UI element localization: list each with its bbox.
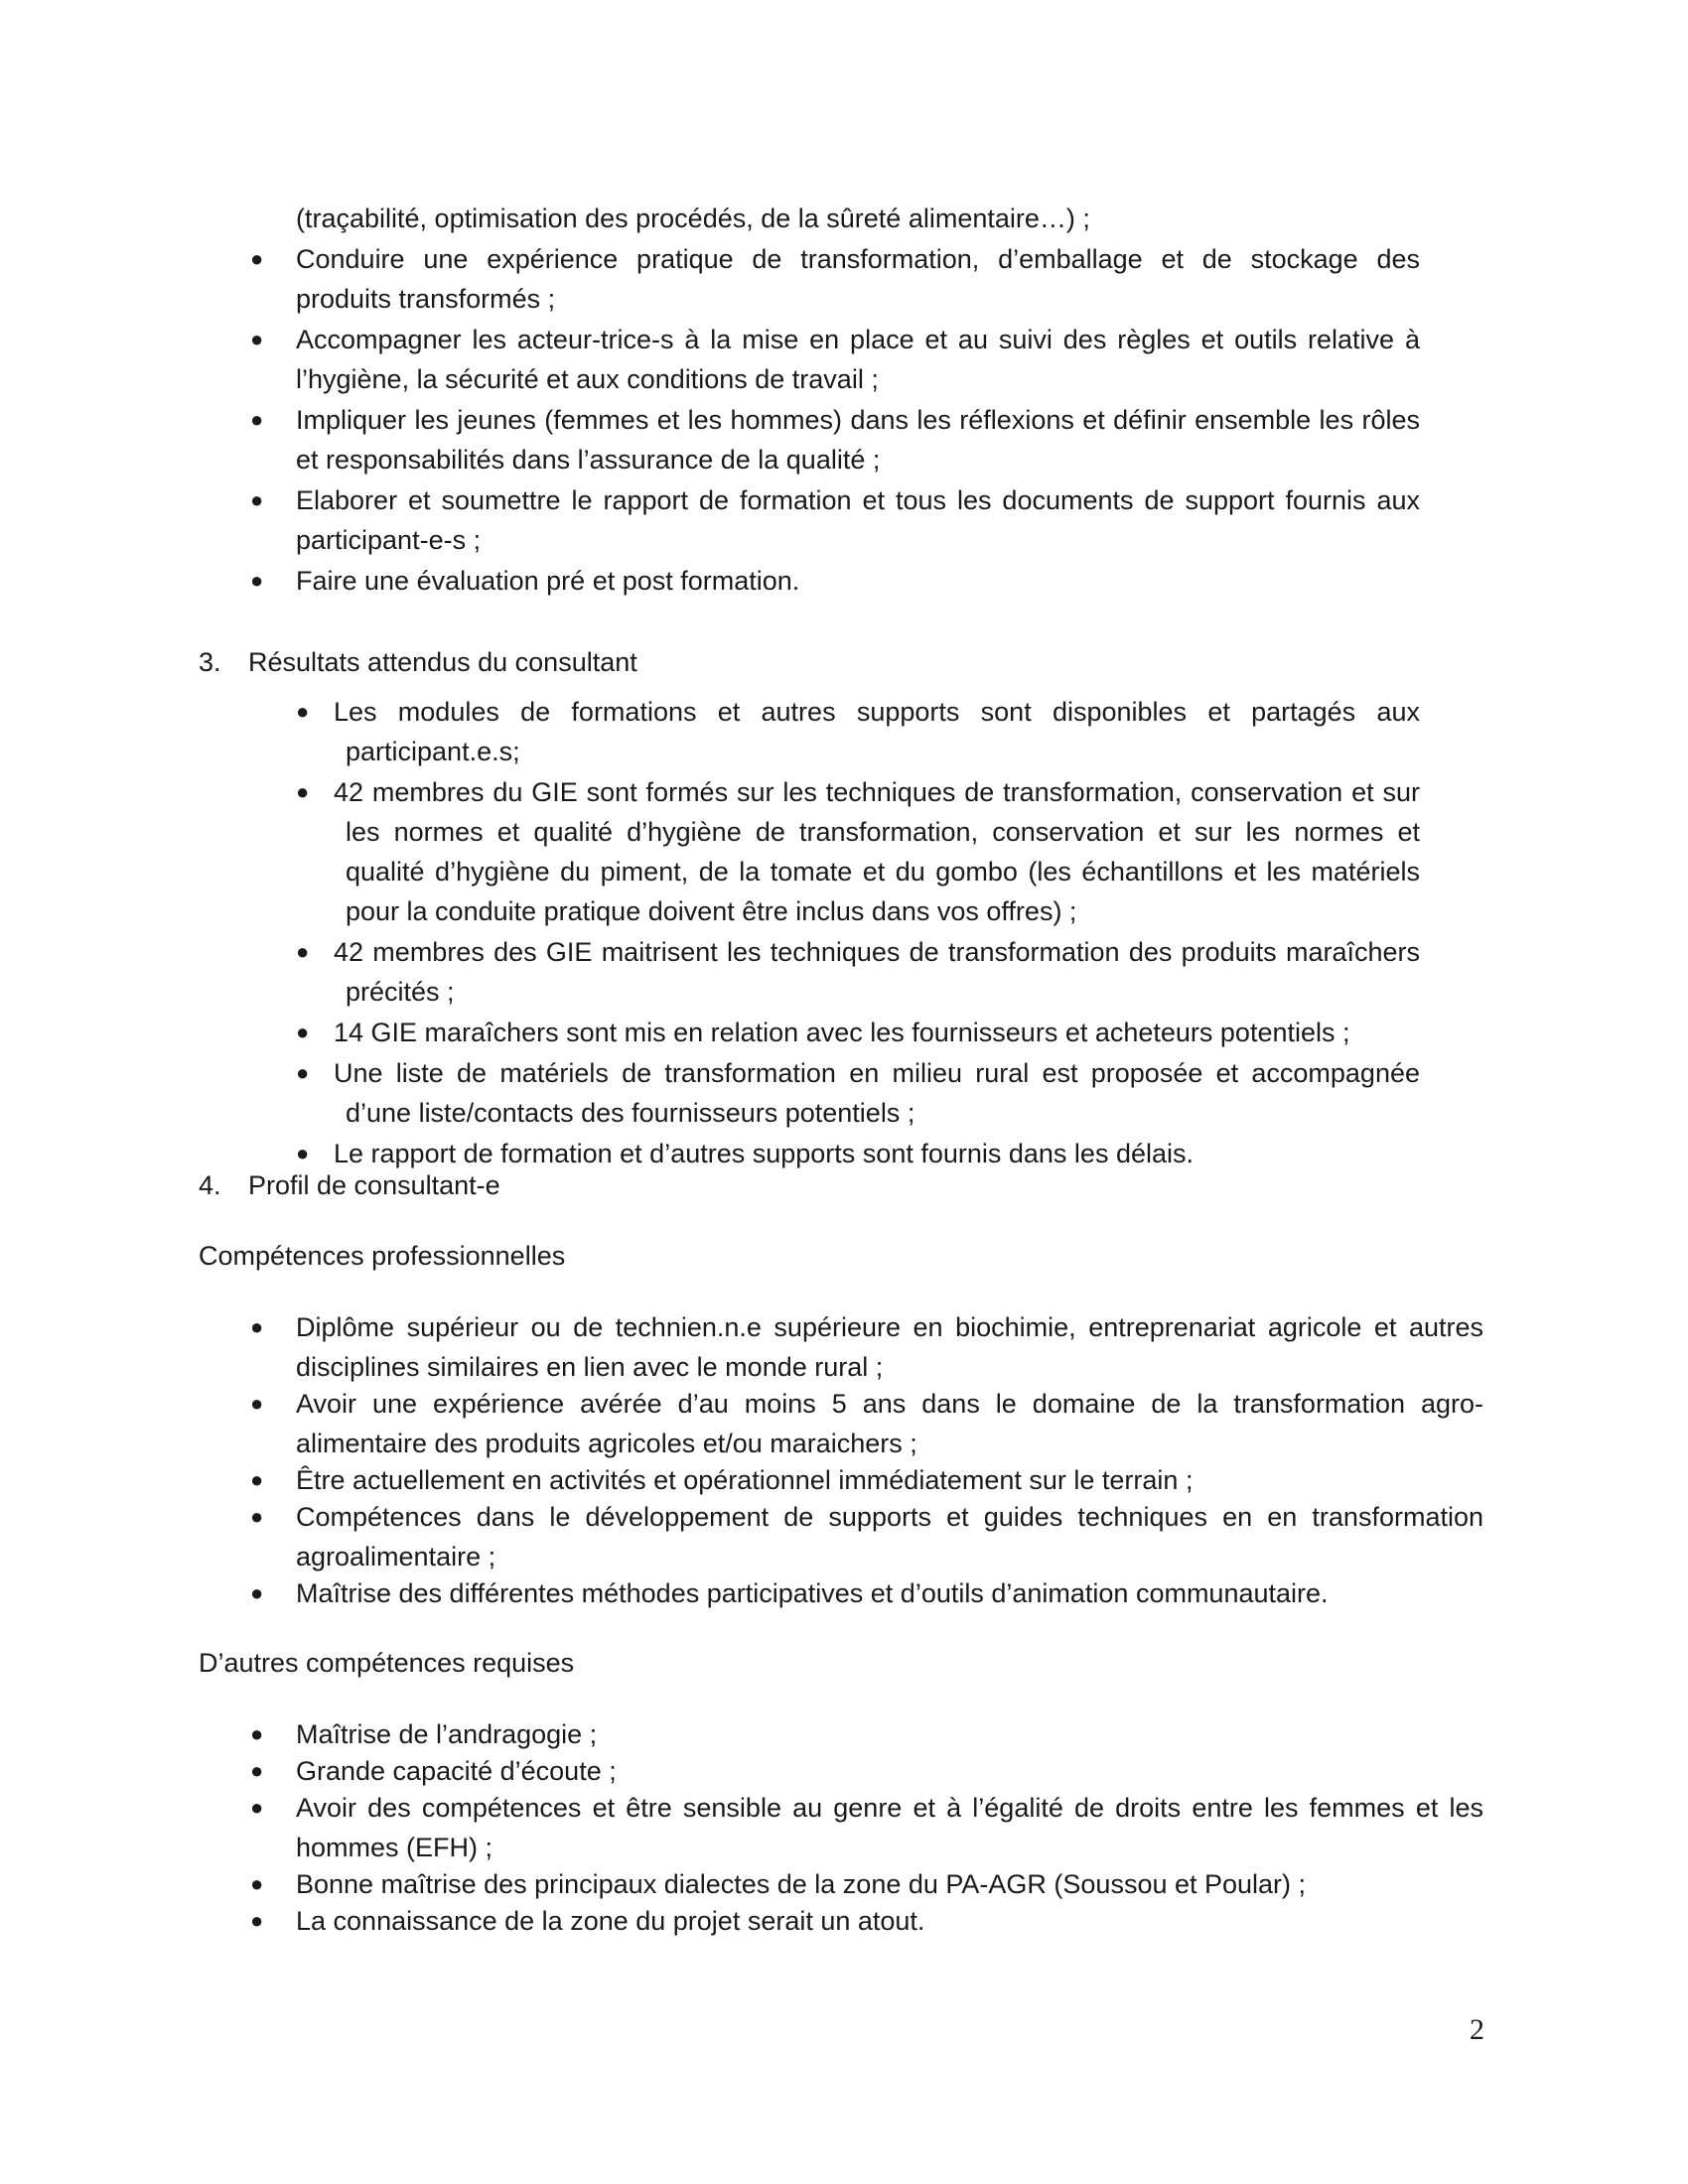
list-item-line: Une liste de matériels de transformation en milieu rural est proposée et accompagnée bbox=[334, 1058, 1420, 1088]
bullet-icon: ● bbox=[250, 487, 264, 512]
bullet-icon: ● bbox=[250, 1314, 264, 1339]
bullet-icon: ● bbox=[250, 1721, 264, 1746]
section-4-number: 4. bbox=[199, 1170, 221, 1200]
bullet-icon: ● bbox=[250, 246, 264, 271]
list-item-line: Maîtrise des différentes méthodes participatives et d’outils d’animation communautaire. bbox=[296, 1578, 1329, 1608]
other-skills-heading: D’autres compétences requises bbox=[199, 1648, 575, 1678]
bullet-icon: ● bbox=[296, 1020, 310, 1044]
list-item-line: Diplôme supérieur ou de technien.n.e supérieure en biochimie, entreprenariat agricole et autres bbox=[296, 1312, 1483, 1342]
list-item-line: Maîtrise de l’andragogie ; bbox=[296, 1719, 598, 1749]
bullet-icon: ● bbox=[250, 1467, 264, 1492]
bullet-icon: ● bbox=[250, 407, 264, 432]
section-3-title: Résultats attendus du consultant bbox=[248, 647, 637, 677]
bullet-icon: ● bbox=[250, 1580, 264, 1605]
list-item-line: alimentaire des produits agricoles et/ou maraichers ; bbox=[296, 1429, 917, 1458]
section-3-heading bbox=[199, 642, 637, 682]
professional-skills-heading: Compétences professionnelles bbox=[199, 1241, 566, 1271]
bullet-icon: ● bbox=[296, 939, 310, 964]
list-item-line: hommes (EFH) ; bbox=[296, 1833, 493, 1862]
list-item-line: Bonne maîtrise des principaux dialectes de la zone du PA-AGR (Soussou et Poular) ; bbox=[296, 1869, 1307, 1899]
bullet-icon: ● bbox=[250, 1908, 264, 1933]
list-item-line: Conduire une expérience pratique de transformation, d’emballage et de stockage des bbox=[296, 244, 1420, 274]
page-number: 2 bbox=[1470, 2013, 1484, 2046]
section-4-title: Profil de consultant-e bbox=[248, 1170, 500, 1200]
list-item-line: l’hygiène, la sécurité et aux conditions de travail ; bbox=[296, 364, 879, 394]
list-item-line: Avoir une expérience avérée d’au moins 5 ans dans le domaine de la transformation agro- bbox=[296, 1389, 1483, 1419]
bullet-icon: ● bbox=[296, 1060, 310, 1085]
bullet-icon: ● bbox=[250, 1758, 264, 1783]
bullet-icon: ● bbox=[250, 568, 264, 593]
list-item-line: participant.e.s; bbox=[346, 737, 520, 766]
bullet-icon: ● bbox=[250, 327, 264, 351]
bullet-icon: ● bbox=[296, 699, 310, 724]
section-4-heading bbox=[199, 1165, 500, 1205]
bullet-icon: ● bbox=[296, 779, 310, 804]
bullet-icon: ● bbox=[250, 1504, 264, 1529]
list-item-line: 14 GIE maraîchers sont mis en relation avec les fournisseurs et acheteurs potentiels ; bbox=[334, 1018, 1350, 1047]
bullet-icon: ● bbox=[250, 1871, 264, 1896]
list-item-line: produits transformés ; bbox=[296, 284, 556, 314]
list-item-line: qualité d’hygiène du piment, de la tomate et du gombo (les échantillons et les matériels bbox=[346, 857, 1420, 887]
list-item-line: agroalimentaire ; bbox=[296, 1542, 496, 1571]
list-item-line: Le rapport de formation et d’autres supports sont fournis dans les délais. bbox=[334, 1139, 1194, 1168]
list-item-line: pour la conduite pratique doivent être inclus dans vos offres) ; bbox=[346, 896, 1077, 926]
list-item-line: Impliquer les jeunes (femmes et les hommes) dans les réflexions et définir ensemble les rôles bbox=[296, 405, 1420, 435]
list-item-line: Avoir des compétences et être sensible au genre et à l’égalité de droits entre les femmes et les bbox=[296, 1793, 1483, 1823]
list-item-line: 42 membres du GIE sont formés sur les techniques de transformation, conservation et sur bbox=[334, 777, 1420, 807]
bullet-icon: ● bbox=[250, 1391, 264, 1416]
bullet-icon: ● bbox=[296, 1141, 310, 1165]
list-item-line: Accompagner les acteur-trice-s à la mise en place et au suivi des règles et outils relative à bbox=[296, 325, 1420, 354]
list-item-line: disciplines similaires en lien avec le monde rural ; bbox=[296, 1352, 884, 1382]
list-item-line: Les modules de formations et autres supports sont disponibles et partagés aux bbox=[334, 697, 1420, 727]
list-item-line: précités ; bbox=[346, 977, 455, 1007]
list-item-line: et responsabilités dans l’assurance de la qualité ; bbox=[296, 445, 881, 475]
section-3-number: 3. bbox=[199, 647, 221, 677]
list-item-line: Compétences dans le développement de supports et guides techniques en en transformation bbox=[296, 1502, 1483, 1532]
intro-continuation: (traçabilité, optimisation des procédés, de la sûreté alimentaire…) ; bbox=[296, 204, 1090, 233]
bullet-icon: ● bbox=[250, 1795, 264, 1820]
list-item-line: Grande capacité d’écoute ; bbox=[296, 1756, 617, 1786]
list-item-line: participant-e-s ; bbox=[296, 525, 482, 555]
list-item-line: La connaissance de la zone du projet serait un atout. bbox=[296, 1906, 925, 1936]
list-item-line: les normes et qualité d’hygiène de transformation, conservation et sur les normes et bbox=[346, 817, 1420, 847]
list-item-line: 42 membres des GIE maitrisent les techniques de transformation des produits maraîchers bbox=[334, 937, 1420, 967]
list-item-line: Être actuellement en activités et opérationnel immédiatement sur le terrain ; bbox=[296, 1465, 1194, 1495]
list-item-line: Elaborer et soumettre le rapport de formation et tous les documents de support fournis aux bbox=[296, 485, 1420, 515]
list-item-line: d’une liste/contacts des fournisseurs potentiels ; bbox=[346, 1098, 915, 1128]
list-item-line: Faire une évaluation pré et post formation. bbox=[296, 566, 800, 596]
